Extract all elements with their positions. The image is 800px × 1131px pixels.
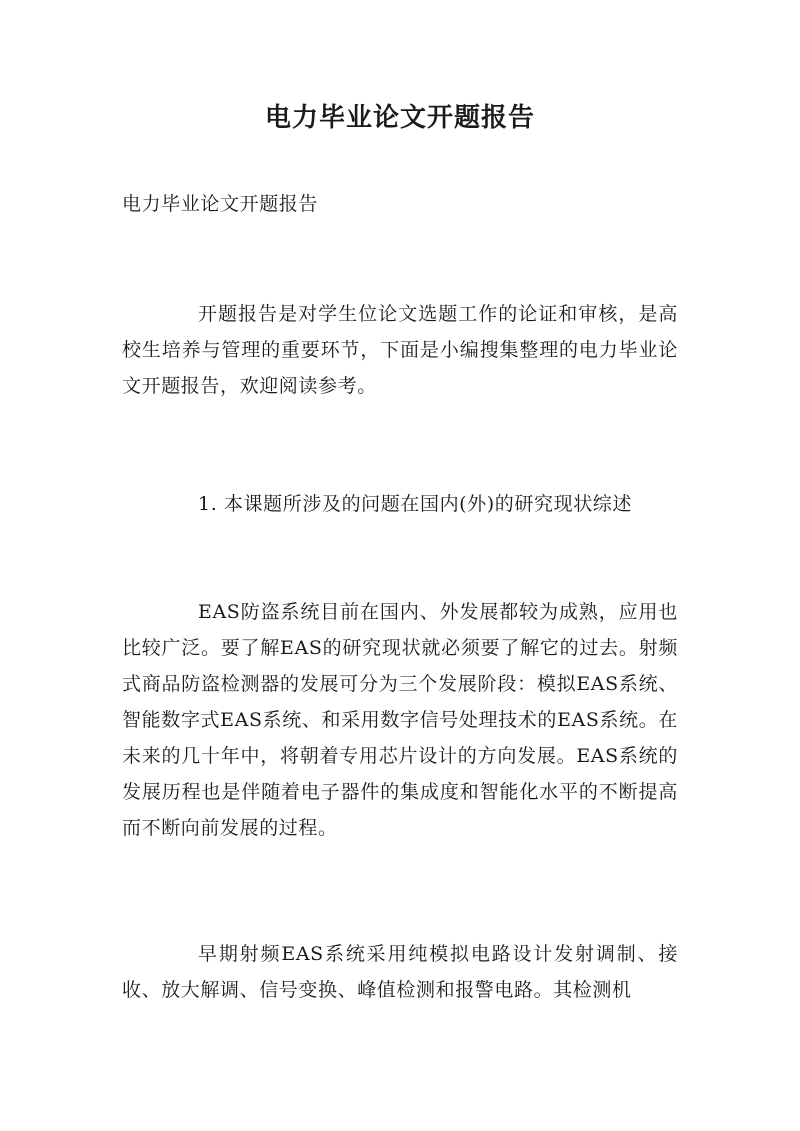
- section-heading: 1. 本课题所涉及的问题在国内(外)的研究现状综述: [198, 493, 632, 515]
- eas-paragraph: EAS防盗系统目前在国内、外发展都较为成熟，应用也比较广泛。要了解EAS的研究现状就必须要了解它的过去。射频式商品防盗检测器的发展可分为三个发展阶段：模拟EAS系统、智能数字式EAS系统、和采用数字信号处理技术的EAS系统。在未来的几十年中，将朝着专用芯片设计的方向发展。EAS系统的发展历程也是伴随着电子器件的集成度和智能化水平的不断提高而不断向前发展的过程。: [122, 601, 678, 839]
- intro-paragraph: 开题报告是对学生位论文选题工作的论证和审核，是高校生培养与管理的重要环节，下面是小编搜集整理的电力毕业论文开题报告，欢迎阅读参考。: [122, 303, 678, 397]
- early-rf-paragraph: 早期射频EAS系统采用纯模拟电路设计发射调制、接收、放大解调、信号变换、峰值检测和报警电路。其检测机: [122, 943, 678, 1001]
- document-subtitle: 电力毕业论文开题报告: [122, 193, 319, 215]
- document-title: 电力毕业论文开题报告: [264, 103, 535, 133]
